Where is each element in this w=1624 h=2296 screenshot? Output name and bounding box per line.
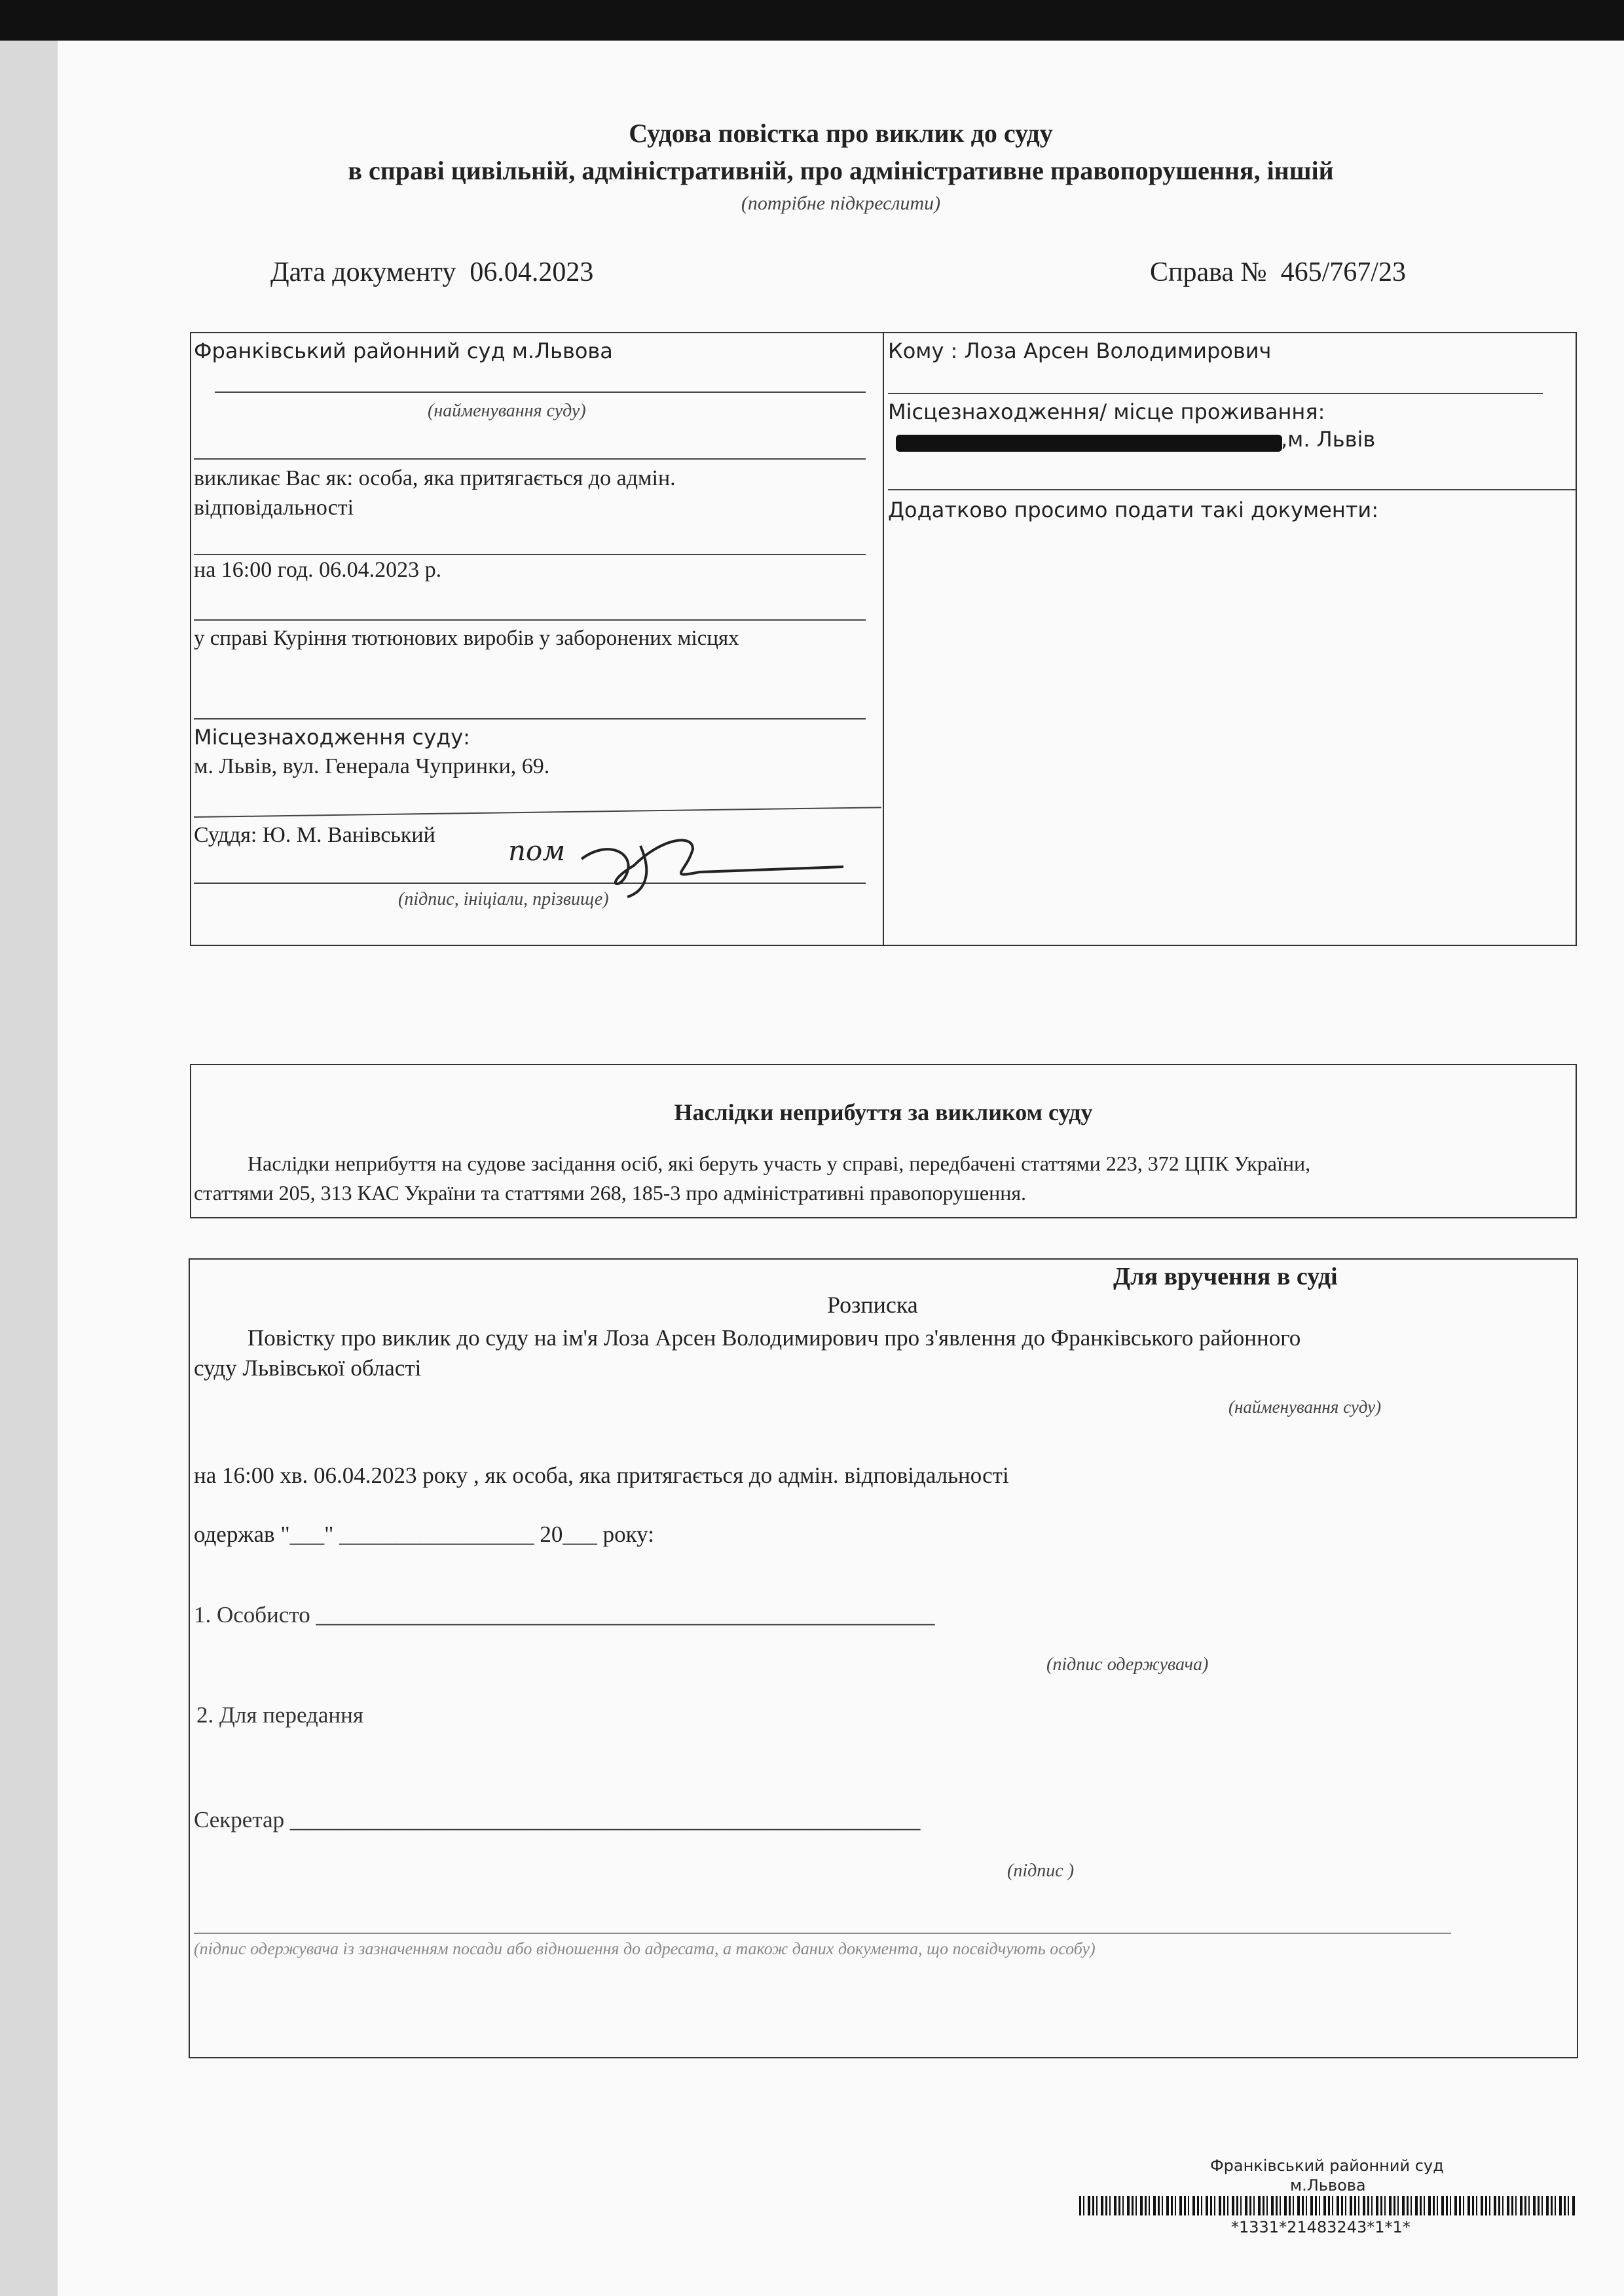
- case-subject: у справі Куріння тютюнових виробів у заборонених місцях: [194, 627, 739, 650]
- receipt-title: Розписка: [827, 1292, 918, 1318]
- receipt-court-caption: (найменування суду): [1228, 1397, 1382, 1417]
- document-date-label: Дата документу: [270, 257, 456, 287]
- consequences-text-line-1: Наслідки неприбуття на судове засідання осіб, які беруть участь у справі, передбачені статтями 223, 372 ЦПК України,: [248, 1152, 1311, 1175]
- underline: [215, 392, 866, 393]
- underline: [194, 1933, 1451, 1934]
- document-date: [270, 257, 593, 288]
- barcode: [1079, 2196, 1577, 2215]
- signature-caption: (підпис, ініціали, прізвище): [398, 889, 609, 909]
- receipt-line-2: суду Львівської області: [194, 1355, 422, 1381]
- stamp-court-city: м.Львова: [1290, 2176, 1366, 2195]
- bottom-signature-caption: (підпис одержувача із зазначенням посади або відношення до адресата, а також даних документа, що посвідчують особу): [194, 1939, 1096, 1958]
- signature-stroke: [581, 840, 843, 884]
- title-line-1: Судова повістка про виклик до суду: [629, 118, 1053, 148]
- for-transfer-label: 2. Для передання: [196, 1702, 363, 1728]
- underline: [888, 393, 1543, 394]
- title-line-2: в справі цивільній, адміністративній, про адміністративне правопорушення, іншій: [348, 156, 1334, 185]
- column-divider: [883, 332, 884, 946]
- case-number: [1150, 257, 1406, 288]
- signature-text: пом: [508, 835, 566, 867]
- document-date-value: 06.04.2023: [470, 257, 594, 287]
- court-location-value: м. Львів, вул. Генерала Чупринки, 69.: [194, 754, 550, 778]
- case-number-label: Справа №: [1150, 257, 1267, 287]
- court-location-label: Місцезнаходження суду:: [194, 725, 470, 750]
- underline: [194, 554, 866, 555]
- extra-documents-request: Додатково просимо подати такі документи:: [888, 498, 1378, 522]
- secretary-line: Секретар _______________________________________________________: [194, 1807, 921, 1832]
- summons-document: [58, 41, 1624, 2296]
- receipt-line-1: Повістку про виклик до суду на ім'я Лоза Арсен Володимирович про з'явлення до Франківського районного: [248, 1325, 1301, 1351]
- summons-as-line-2: відповідальності: [194, 496, 354, 520]
- underline: [194, 718, 866, 720]
- receipt-time-line: на 16:00 хв. 06.04.2023 року , як особа, яка притягається до адмін. відповідальності: [194, 1463, 1009, 1488]
- recipient-signature-caption: (підпис одержувача): [1046, 1654, 1209, 1675]
- received-date-line: одержав "___" _________________ 20___ року:: [194, 1522, 654, 1547]
- court-name-caption: (найменування суду): [428, 401, 586, 421]
- summons-as-line-1: викликає Вас як: особа, яка притягається до адмін.: [194, 466, 676, 490]
- underline: [888, 489, 1576, 490]
- underline: [194, 458, 866, 460]
- secretary-signature-caption: (підпис ): [1007, 1861, 1075, 1881]
- personally-received-line: 1. Особисто ______________________________________________________: [194, 1602, 935, 1628]
- address-redaction: [896, 435, 1282, 452]
- for-court-delivery: Для вручення в суді: [1113, 1263, 1338, 1290]
- consequences-text-line-2: статтями 205, 313 КАС України та статтями 268, 185-3 про адміністративні правопорушення.: [194, 1181, 1027, 1205]
- hearing-time: на 16:00 год. 06.04.2023 р.: [194, 558, 442, 582]
- scan-top-border: [0, 0, 1624, 41]
- case-number-value: 465/767/23: [1280, 257, 1406, 287]
- consequences-title: Наслідки неприбуття за викликом суду: [674, 1099, 1093, 1125]
- judge-name: Суддя: Ю. М. Ванівський: [194, 823, 435, 847]
- recipient-name: Кому : Лоза Арсен Володимирович: [888, 338, 1272, 363]
- recipient-address-label: Місцезнаходження/ місце проживання:: [888, 399, 1325, 424]
- underline: [194, 619, 866, 621]
- stamp-court-name: Франківський районний суд: [1210, 2157, 1444, 2175]
- title-note: (потрібне підкреслити): [741, 192, 941, 214]
- recipient-address-city: ,м. Львів: [1281, 427, 1376, 452]
- court-name: Франківський районний суд м.Львова: [194, 338, 613, 363]
- signature-stroke: [627, 846, 646, 897]
- judge-signature: [503, 813, 870, 905]
- barcode-number: *1331*21483243*1*1*: [1231, 2218, 1411, 2236]
